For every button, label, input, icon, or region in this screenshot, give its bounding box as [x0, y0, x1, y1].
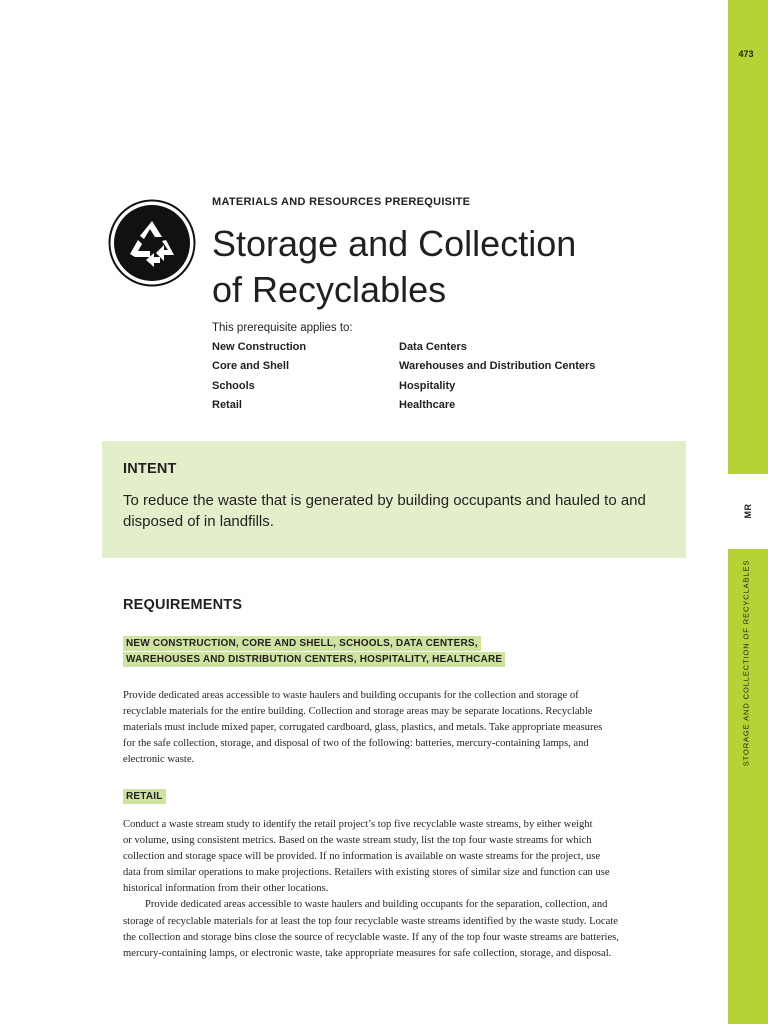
- rating-system-item: Schools: [212, 379, 255, 392]
- title-line: Storage and Collection: [212, 223, 577, 264]
- paragraph-line: storage of recyclable materials for at least the top four recyclable waste streams identified by the waste study. Locate: [123, 915, 618, 927]
- rating-system-item: Retail: [212, 398, 242, 411]
- paragraph-line: or volume, using consistent metrics. Based on the waste stream study, list the top four waste streams for which: [123, 835, 592, 847]
- paragraph-line: electronic waste.: [123, 754, 195, 766]
- applicability-label-line: WAREHOUSES AND DISTRIBUTION CENTERS, HOSPITALITY, HEALTHCARE: [123, 652, 505, 667]
- rating-system-item: Data Centers: [399, 341, 467, 353]
- requirements-heading: REQUIREMENTS: [123, 597, 243, 613]
- rating-system-item: Healthcare: [399, 398, 456, 411]
- rating-system-item: Core and Shell: [212, 360, 290, 373]
- recycle-icon: [108, 199, 196, 287]
- applicability-label-line: NEW CONSTRUCTION, CORE AND SHELL, SCHOOLS, DATA CENTERS,: [123, 636, 481, 651]
- section-running-title: STORAGE AND COLLECTION OF RECYCLABLES: [741, 559, 751, 767]
- paragraph-line: collection and storage space will be provided. If no information is available on waste streams for the project, use: [123, 851, 601, 863]
- applicability-label-line: RETAIL: [123, 789, 166, 804]
- intent-heading: INTENT: [123, 461, 177, 477]
- page-title: [212, 221, 712, 313]
- page-number: 473: [738, 49, 754, 59]
- applicability-label: [123, 789, 166, 805]
- requirement-paragraph: [123, 688, 668, 768]
- intent-text: To reduce the waste that is generated by building occupants and hauled to and disposed of in landfills.: [123, 492, 646, 530]
- paragraph-line: for the safe collection, storage, and disposal of two of the following: batteries, mercury-containing lamps, and: [123, 738, 589, 750]
- rating-system-list: [212, 340, 306, 417]
- paragraph-line: mercury-containing lamps, or electronic waste, take appropriate measures for safe collection, storage, and disposal.: [123, 947, 612, 959]
- section-abbreviation: MR: [743, 503, 753, 519]
- paragraph-line: recyclable materials for the entire building. Collection and storage areas may be separate locations. Recyclable: [123, 706, 593, 718]
- requirement-paragraph: [123, 817, 668, 962]
- rating-system-item: Hospitality: [399, 379, 456, 392]
- title-line: of Recyclables: [212, 269, 447, 310]
- applies-to-label: This prerequisite applies to:: [212, 322, 353, 334]
- paragraph-line: Provide dedicated areas accessible to waste haulers and building occupants for the collection and storage of: [123, 690, 579, 701]
- paragraph-line: Provide dedicated areas accessible to waste haulers and building occupants for the separation, collection, and: [145, 899, 608, 911]
- rating-system-list: [399, 340, 595, 417]
- credit-category: MATERIALS AND RESOURCES PREREQUISITE: [212, 196, 471, 208]
- paragraph-line: Conduct a waste stream study to identify the retail project’s top five recyclable waste streams, by either weight: [123, 819, 593, 830]
- rating-system-item: New Construction: [212, 341, 307, 353]
- paragraph-line: the collection and storage bins close the source of recyclable waste. If any of the top four waste streams are batteries,: [123, 931, 619, 943]
- paragraph-line: data from similar operations to make projections. Retailers with existing stores of similar size and function can use: [123, 867, 610, 879]
- intent-panel: [102, 441, 686, 558]
- rating-system-item: Warehouses and Distribution Centers: [399, 360, 596, 373]
- sidebar-accent-top: [728, 0, 768, 474]
- paragraph-line: materials must include mixed paper, corrugated cardboard, glass, plastics, and metals. Take appropriate measures: [123, 722, 603, 734]
- applicability-label: [123, 636, 505, 668]
- paragraph-line: historical information from their other locations.: [123, 883, 329, 895]
